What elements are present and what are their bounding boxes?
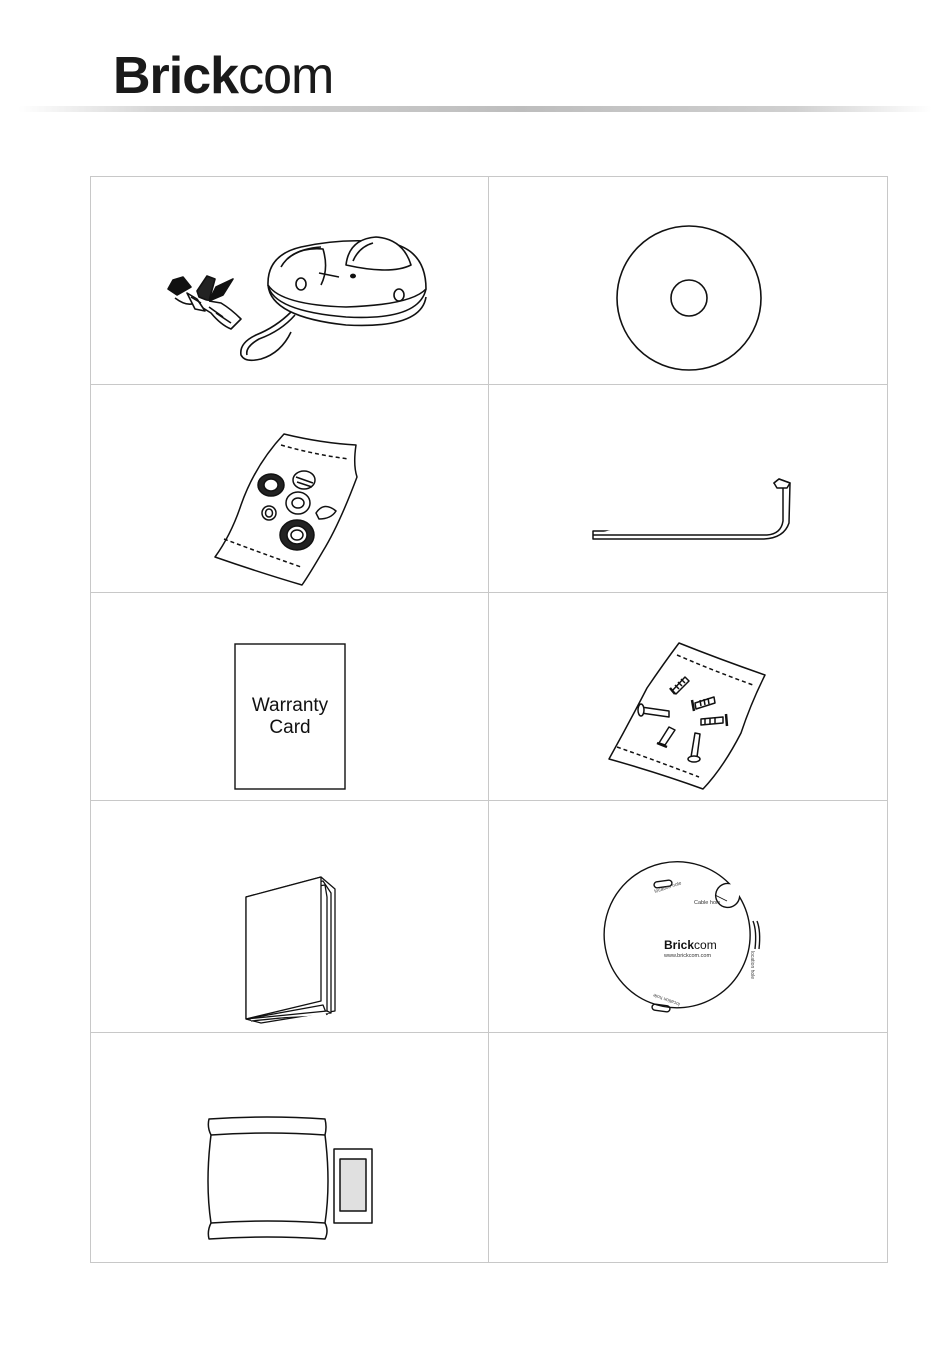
desiccant-bag-icon [91,1033,488,1262]
cell-warranty-card [91,593,489,801]
cell-hex-key [489,385,887,593]
location-hole-label-top: location hole [653,880,683,895]
quick-guide-booklet-icon [91,801,488,1033]
dome-camera-icon [91,177,488,385]
header-divider [18,106,932,112]
screw-bag-icon [489,593,886,801]
package-contents-table [90,176,888,1263]
template-brand [664,938,717,952]
location-hole-label-bottom: location hole [652,991,681,1007]
cd-disc-icon [489,177,886,385]
warranty-line1: Warranty [251,695,329,716]
cell-cd [489,177,887,385]
warranty-card-icon [91,593,488,801]
cell-quick-guide [91,801,489,1033]
brand-logo-light: com [238,47,334,105]
template-brand-light: com [694,938,717,952]
template-brand-bold: Brick [664,938,695,952]
location-hole-label-right: location hole [749,951,755,980]
cell-empty [489,1033,887,1262]
cell-desiccant [91,1033,489,1262]
brand-logo [113,47,334,105]
waterproof-connector-bag-icon [91,385,488,593]
warranty-line2: Card [269,717,311,738]
cell-dome-camera [91,177,489,385]
hex-key-icon [489,385,886,593]
cell-waterproof-kit [91,385,489,593]
cable-hole-label: Cable hole [694,900,721,906]
cell-mounting-template [489,801,887,1033]
mounting-template-icon [489,801,886,1033]
template-url: www.brickcom.com [664,953,712,959]
cell-screw-bag [489,593,887,801]
brand-logo-bold: Brick [113,47,239,105]
